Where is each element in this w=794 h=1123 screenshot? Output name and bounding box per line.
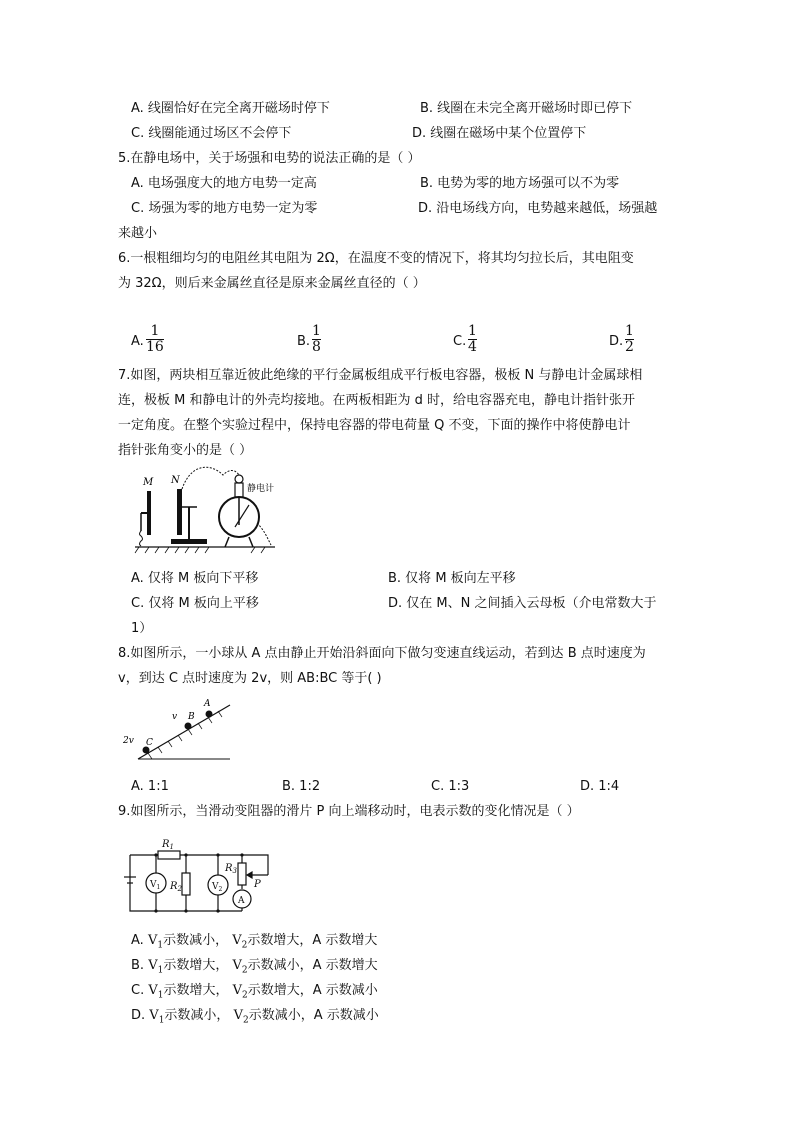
fraction-numerator: 1 — [468, 323, 477, 339]
v1-meter-label: V — [150, 880, 157, 890]
q6-option-c-label: C. — [453, 334, 467, 349]
q8-option-a: A. 1:1 — [131, 779, 169, 794]
v2-symbol — [232, 983, 248, 1001]
q8-stem-line1: 8.如图所示，一小球从 A 点由静止开始沿斜面向下做匀变速直线运动，若到达 B 点时速度为 — [118, 646, 646, 661]
q7-option-b: B. 仅将 M 板向左平移 — [388, 571, 516, 586]
q6-option-b-label: B. — [297, 334, 311, 349]
fraction-numerator: 1 — [625, 323, 634, 339]
fraction-denominator: 16 — [146, 339, 164, 355]
v-subscript: 1 — [157, 965, 164, 976]
q6-option-c-fraction — [468, 324, 477, 355]
plate-n-label: N — [171, 475, 180, 486]
v-letter: V — [148, 958, 158, 973]
option-end-text: 示数增大，A 示数减小 — [247, 983, 378, 998]
q4-option-b: B. 线圈在未完全离开磁场时即已停下 — [420, 101, 633, 116]
option-letter: A. — [131, 933, 144, 948]
v-letter: V — [232, 933, 242, 948]
q6-stem-line1: 6.一根粗细均匀的电阻丝其电阻为 2Ω，在温度不变的情况下，将其均匀拉长后，其电阻变 — [118, 251, 634, 266]
option-letter: D. — [131, 1008, 146, 1023]
velocity-2v-label: 2v — [123, 736, 134, 746]
v-subscript: 2 — [241, 965, 248, 976]
point-b-label: B — [188, 712, 195, 722]
q7-stem-line2: 连，极板 M 和静电计的外壳均接地。在两板相距为 d 时，给电容器充电，静电计指针张开 — [118, 393, 635, 408]
option-end-text: 示数增大，A 示数增大 — [247, 933, 378, 948]
slider-p-label: P — [254, 879, 261, 890]
option-letter: B. — [131, 958, 145, 973]
fraction-denominator: 2 — [625, 339, 634, 355]
v-subscript: 1 — [157, 990, 164, 1001]
option-middle-text: 示数增大， — [163, 958, 229, 973]
v-letter: V — [147, 933, 158, 948]
velocity-v-label: v — [172, 712, 178, 722]
svg-text:R1 — [161, 839, 174, 851]
q9-option-d — [131, 1007, 379, 1030]
point-c-label: C — [146, 738, 153, 748]
r3-label: R — [225, 863, 233, 874]
q5-option-d-continued: 来越小 — [118, 226, 158, 241]
option-middle-text: 示数减小， — [163, 933, 229, 948]
v1-symbol — [149, 1008, 165, 1026]
q5-option-a: A. 电场强度大的地方电势一定高 — [131, 176, 317, 191]
q8-option-d: D. 1:4 — [580, 779, 620, 794]
fraction-denominator: 8 — [312, 339, 321, 355]
v-subscript: 1 — [158, 1015, 165, 1026]
q8-stem-line2: v，到达 C 点时速度为 2v，则 AB:BC 等于( ) — [118, 671, 382, 686]
q7-stem-line3: 一定角度。在整个实验过程中，保持电容器的带电荷量 Q 不变，下面的操作中将使静电计 — [118, 418, 631, 433]
q6-option-d-fraction — [625, 324, 634, 355]
v1-symbol — [147, 933, 164, 951]
q4-option-a: A. 线圈恰好在完全离开磁场时停下 — [131, 101, 330, 116]
v-letter: V — [149, 1008, 159, 1023]
r1-subscript: 1 — [169, 843, 174, 851]
circuit-figure — [118, 833, 278, 918]
r2-label: R — [170, 881, 178, 892]
svg-text:V1 — [149, 880, 160, 891]
v-letter: V — [232, 983, 243, 998]
q9-option-a — [131, 932, 377, 955]
fraction-numerator: 1 — [150, 323, 160, 339]
fraction-numerator: 1 — [312, 323, 321, 339]
v2-meter-subscript: 2 — [218, 886, 223, 893]
v-letter: V — [148, 983, 158, 998]
q6-option-b-fraction — [312, 324, 321, 355]
v1-symbol — [148, 983, 164, 1001]
fraction-denominator: 4 — [468, 339, 477, 355]
option-letter: C. — [131, 983, 145, 998]
electroscope-label: 静电计 — [247, 484, 275, 494]
point-a-label: A — [204, 699, 211, 709]
option-middle-text: 示数增大， — [163, 983, 229, 998]
q5-option-c: C. 场强为零的地方电势一定为零 — [131, 201, 318, 216]
r1-label: R — [162, 839, 170, 850]
q6-option-d-label: D. — [609, 334, 624, 349]
v-letter: V — [233, 1008, 243, 1023]
q9-stem: 9.如图所示，当滑动变阻器的滑片 P 向上端移动时，电表示数的变化情况是（ ） — [118, 804, 580, 819]
v-subscript: 2 — [242, 1015, 249, 1026]
q6-stem-line2: 为 32Ω，则后来金属丝直径是原来金属丝直径的（ ） — [118, 276, 426, 291]
q6-option-a-label: A. — [131, 334, 144, 349]
v-subscript: 1 — [157, 940, 164, 951]
q7-stem-line1: 7.如图，两块相互靠近彼此绝缘的平行金属板组成平行板电容器，极板 N 与静电计金属球相 — [118, 368, 643, 383]
v-subscript: 2 — [242, 990, 248, 1001]
q9-option-b — [131, 957, 378, 980]
v2-symbol — [232, 958, 248, 976]
v-letter: V — [232, 958, 242, 973]
option-end-text: 示数减小，A 示数增大 — [247, 958, 378, 973]
q5-option-d: D. 沿电场线方向，电势越来越低，场强越 — [418, 201, 658, 216]
capacitor-electroscope-figure — [125, 465, 285, 560]
q9-option-c — [131, 982, 378, 1005]
ammeter-label: A — [238, 896, 245, 906]
svg-text:R2 — [169, 881, 183, 893]
q5-option-b: B. 电势为零的地方场强可以不为零 — [420, 176, 620, 191]
q4-option-d: D. 线圈在磁场中某个位置停下 — [412, 126, 587, 141]
q7-option-a: A. 仅将 M 板向下平移 — [131, 571, 259, 586]
q8-option-c: C. 1:3 — [431, 779, 470, 794]
q5-stem: 5.在静电场中，关于场强和电势的说法正确的是（ ） — [118, 151, 421, 166]
option-middle-text: 示数减小， — [164, 1008, 230, 1023]
svg-text:R3 — [224, 863, 238, 875]
v2-symbol — [232, 933, 248, 951]
q4-option-c: C. 线圈能通过场区不会停下 — [131, 126, 292, 141]
v2-meter-label: V — [212, 882, 219, 892]
plate-m-label: M — [143, 477, 154, 488]
q7-option-d-continued: 1） — [131, 621, 153, 636]
v2-symbol — [233, 1008, 249, 1026]
q7-stem-line4: 指针张角变小的是（ ） — [118, 443, 253, 458]
q7-option-c: C. 仅将 M 板向上平移 — [131, 596, 259, 611]
option-end-text: 示数减小，A 示数减小 — [248, 1008, 379, 1023]
incline-figure — [118, 695, 238, 765]
q7-option-d: D. 仅在 M、N 之间插入云母板（介电常数大于 — [388, 596, 657, 611]
v1-meter-subscript: 1 — [156, 884, 161, 891]
v1-symbol — [148, 958, 164, 976]
v-subscript: 2 — [241, 940, 248, 951]
q8-option-b: B. 1:2 — [282, 779, 321, 794]
r3-subscript: 3 — [232, 867, 237, 875]
q6-option-a-fraction — [146, 324, 164, 355]
svg-text:V2 — [211, 882, 223, 893]
r2-subscript: 2 — [177, 885, 182, 893]
